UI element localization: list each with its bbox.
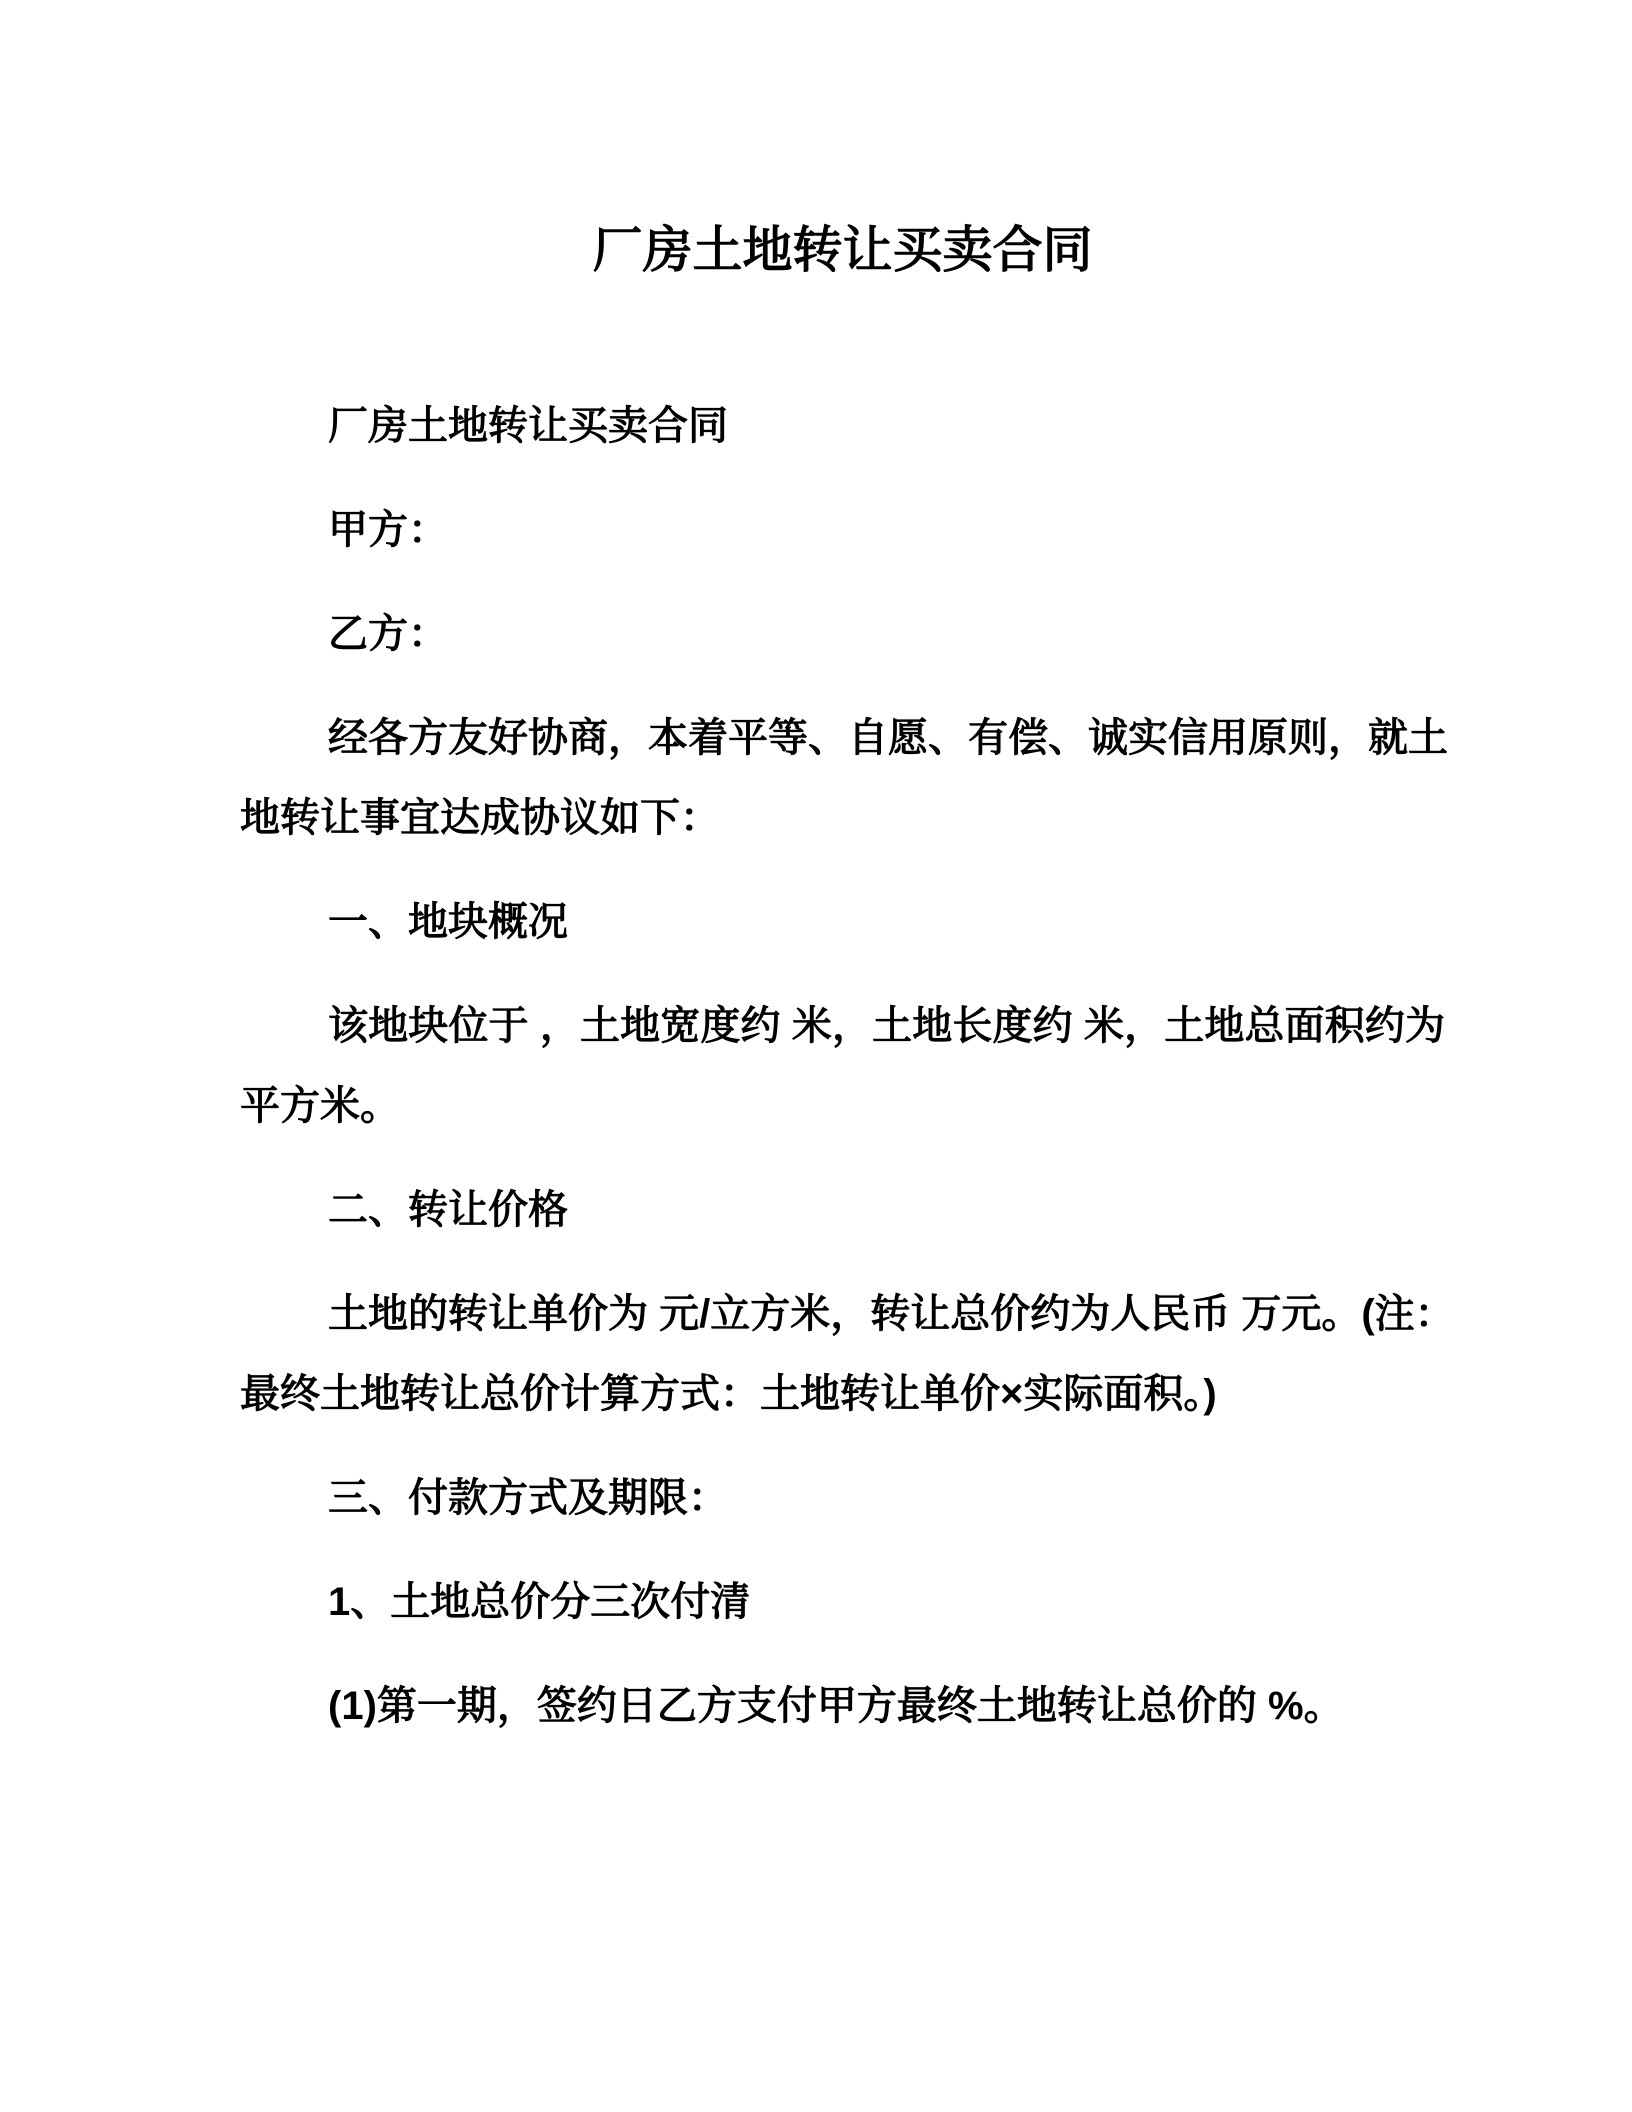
text-line: (1)第一期，签约日乙方支付甲方最终土地转让总价的 %。: [328, 1684, 1344, 1728]
text-line: 平方米。: [240, 1084, 400, 1128]
section-1-heading: [240, 882, 1445, 962]
text-line: 地转让事宜达成协议如下：: [240, 796, 720, 840]
text-line: 甲方：: [328, 508, 448, 552]
text-line: 1、土地总价分三次付清: [328, 1580, 751, 1624]
text-line: 乙方：: [328, 612, 448, 656]
section-1-body: [240, 986, 1445, 1146]
text-line: 一、地块概况: [328, 900, 568, 944]
payment-clause-1-1: [240, 1666, 1445, 1746]
section-3-heading: [240, 1458, 1445, 1538]
party-b-line: [240, 594, 1445, 674]
text-line: 厂房土地转让买卖合同: [328, 404, 728, 448]
section-2-body: [240, 1274, 1455, 1434]
party-a-line: [240, 490, 1445, 570]
preamble-paragraph: [240, 698, 1448, 858]
text-line: 二、转让价格: [328, 1188, 568, 1232]
text-line: 该地块位于 ，土地宽度约 米，土地长度约 米，土地总面积约为: [328, 1004, 1445, 1048]
document-title: 厂房土地转让买卖合同: [592, 222, 1093, 278]
text-line: 经各方友好协商，本着平等、自愿、有偿、诚实信用原则，就土: [328, 716, 1448, 760]
text-line: 三、付款方式及期限：: [328, 1476, 728, 1520]
payment-clause-1: [240, 1562, 1445, 1642]
section-2-heading: [240, 1170, 1445, 1250]
text-line: 土地的转让单价为 元/立方米，转让总价约为人民币 万元。(注：: [328, 1292, 1455, 1336]
text-line: 最终土地转让总价计算方式：土地转让单价×实际面积。): [240, 1372, 1217, 1416]
contract-subtitle: [240, 386, 1445, 466]
